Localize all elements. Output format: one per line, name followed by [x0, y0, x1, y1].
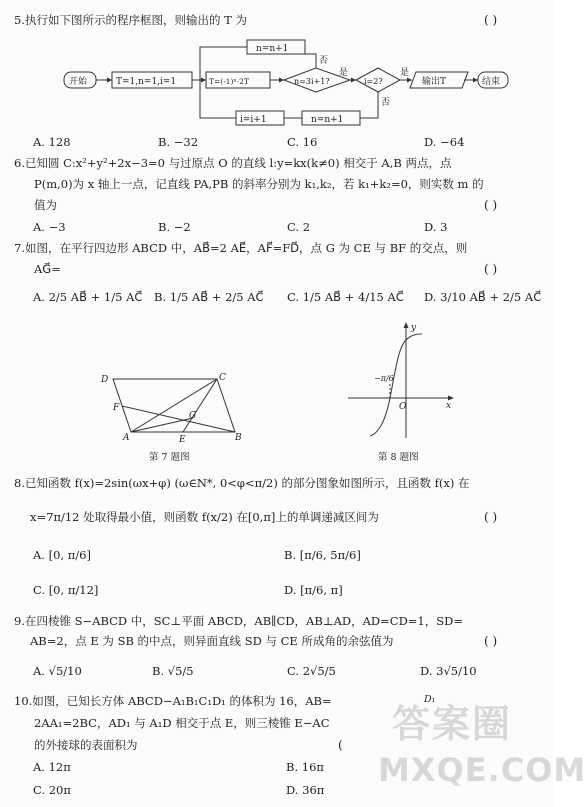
- watermark: [372, 693, 586, 803]
- q10-option-a: A. 12π: [33, 760, 71, 774]
- q5-answer-paren: ( ): [484, 13, 498, 27]
- q10-line1: 10.如图，已知长方体 ABCD−A₁B₁C₁D₁ 的体积为 16，AB=: [14, 694, 332, 708]
- q5-option-b: B. −32: [158, 135, 199, 149]
- q7-option-d: D. 3/10 AB⃗ + 2/5 AC⃗: [424, 290, 542, 304]
- q7-figure-caption: 第 7 题图: [149, 452, 190, 463]
- q8-answer-paren: ( ): [484, 510, 498, 524]
- q6-option-c: C. 2: [287, 220, 311, 234]
- q5-flowchart: [0, 34, 553, 129]
- q7-option-c: C. 1/5 AB⃗ + 4/15 AC⃗: [287, 290, 404, 304]
- flow-output-label: 输出T: [422, 77, 447, 87]
- q5-stem: 5.执行如下图所示的程序框图，则输出的 T 为: [14, 13, 247, 27]
- q7-label-f: F: [113, 403, 120, 413]
- q5-option-d: D. −64: [424, 135, 465, 149]
- q8-tick-label: −π/6: [374, 374, 394, 383]
- q10-figure-corner-label: D₁: [424, 694, 436, 705]
- q7-label-a: A: [123, 433, 130, 443]
- q7-label-b: B: [235, 433, 242, 443]
- q8-sine-figure: [340, 318, 460, 448]
- q7-label-e: E: [179, 435, 186, 445]
- q6-option-a: A. −3: [33, 220, 66, 234]
- q7-option-b: B. 1/5 AB⃗ + 2/5 AC⃗: [154, 290, 264, 304]
- flow-end-label: 结束: [482, 77, 501, 87]
- watermark-top: 答案圈: [392, 702, 513, 746]
- q7-line1: 7.如图，在平行四边形 ABCD 中，AB⃗=2 AE⃗，AF⃗=FD⃗，点 G 为 CE 与 BF 的交点，则: [14, 241, 468, 255]
- flow-start-label: 开始: [69, 77, 88, 87]
- q9-answer-paren: ( ): [484, 634, 498, 648]
- q10-option-b: B. 16π: [286, 760, 324, 774]
- flow-cond1-label: n=3i+1?: [294, 77, 330, 86]
- q6-option-d: D. 3: [424, 220, 448, 234]
- q8-x-axis-label: x: [446, 401, 452, 411]
- flow-i-inc-label: i=i+1: [240, 115, 267, 125]
- flow-no1-label: 否: [319, 56, 329, 66]
- q7-option-a: A. 2/5 AB⃗ + 1/5 AC⃗: [33, 290, 143, 304]
- q9-option-c: C. 2√5/5: [287, 664, 336, 678]
- flow-yes1-label: 是: [339, 68, 349, 78]
- q7-parallelogram-figure: [95, 368, 255, 450]
- q6-answer-paren: ( ): [484, 198, 498, 212]
- q7-line2: AG⃗=: [34, 262, 61, 276]
- q8-option-c: C. [0, π/12]: [33, 583, 99, 597]
- q8-figure-caption: 第 8 题图: [378, 452, 419, 463]
- q10-option-d: D. 36π: [286, 783, 325, 797]
- flow-cond2-label: i=2?: [364, 77, 383, 86]
- flow-no2-label: 否: [381, 98, 391, 108]
- q9-option-b: B. √5/5: [152, 664, 194, 678]
- q10-line2: 2AA₁=2BC，AD₁ 与 A₁D 相交于点 E，则三棱锥 E−AC: [34, 716, 330, 730]
- flow-yes2-label: 是: [400, 68, 410, 78]
- q9-option-d: D. 3√5/10: [420, 664, 477, 678]
- q10-option-c: C. 20π: [33, 783, 71, 797]
- q9-line2: AB=2，点 E 为 SB 的中点，则异面直线 SD 与 CE 所成角的余弦值为: [30, 634, 394, 648]
- q5-option-c: C. 16: [287, 135, 318, 149]
- q8-option-a: A. [0, π/6]: [33, 548, 91, 562]
- q8-line1: 8.已知函数 f(x)=2sin(ωx+φ) (ω∈N*, 0<φ<π/2) 的部分图象如图所示，且函数 f(x) 在: [14, 476, 470, 490]
- flow-assign-label: T=(-1)ⁿ·2T: [209, 77, 249, 86]
- q8-line2: x=7π/12 处取得最小值，则函数 f(x/2) 在[0,π]上的单调递减区间为: [30, 510, 379, 524]
- q6-line3: 值为: [34, 198, 57, 212]
- q7-label-c: C: [219, 373, 226, 383]
- q10-line3: 的外接球的表面积为: [34, 738, 138, 752]
- watermark-bottom: MXQE.COM: [378, 751, 586, 789]
- q6-option-b: B. −2: [158, 220, 191, 234]
- q10-answer-paren: (: [338, 738, 343, 752]
- q7-label-d: D: [101, 375, 109, 385]
- q8-origin-label: O: [399, 402, 407, 412]
- flow-init-label: T=1,n=1,i=1: [116, 77, 177, 87]
- q5-option-a: A. 128: [33, 135, 71, 149]
- flow-n-inc2-label: n=n+1: [311, 115, 344, 125]
- q8-option-d: D. [π/6, π]: [284, 583, 343, 597]
- flow-n-inc-label: n=n+1: [256, 44, 289, 54]
- q9-option-a: A. √5/10: [33, 664, 82, 678]
- q8-y-axis-label: y: [411, 323, 417, 333]
- q9-line1: 9.在四棱锥 S−ABCD 中，SC⊥平面 ABCD，AB∥CD，AB⊥AD，AD=CD=1，SD=: [14, 614, 463, 628]
- q7-answer-paren: ( ): [484, 262, 498, 276]
- q7-label-g: G: [189, 411, 197, 421]
- q8-option-b: B. [π/6, 5π/6]: [284, 548, 361, 562]
- q6-line2: P(m,0)为 x 轴上一点，记直线 PA,PB 的斜率分别为 k₁,k₂，若 k₁+k₂=0，则实数 m 的: [34, 177, 484, 191]
- q6-line1: 6.已知圆 C:x²+y²+2x−3=0 与过原点 O 的直线 l:y=kx(k≠0) 相交于 A,B 两点，点: [14, 156, 452, 170]
